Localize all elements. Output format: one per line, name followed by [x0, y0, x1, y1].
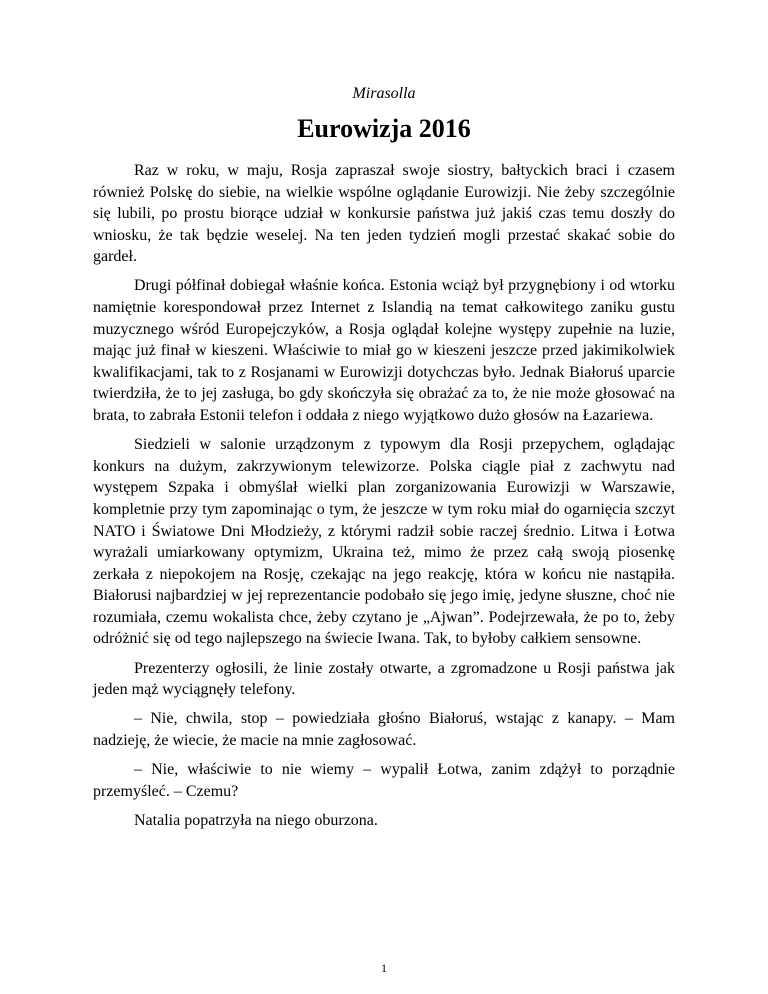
- paragraph: Prezenterzy ogłosili, że linie zostały otwarte, a zgromadzone u Rosji państwa jak jeden mąż wyciągnęły telefony.: [93, 659, 675, 699]
- paragraph: – Nie, właściwie to nie wiemy – wypalił Łotwa, zanim zdążył to porządnie przemyśleć. – Czemu?: [93, 760, 675, 800]
- paragraph: Raz w roku, w maju, Rosja zapraszał swoje siostry, bałtyckich braci i czasem również Polskę do siebie, na wielkie wspólne oglądanie Eurowizji. Nie żeby szczególnie się lubili, po prostu biorące udział w konkursie państwa już jakiś czas temu doszły do wniosku, że tak będzie weselej. Na ten jeden tydzień mogli przestać skakać sobie do gardeł.: [93, 162, 675, 266]
- paragraph: Drugi półfinał dobiegał właśnie końca. Estonia wciąż był przygnębiony i od wtorku namiętnie korespondował przez Internet z Islandią na temat całkowitego zaniku gustu muzycznego wśród Europejczyków, a Rosja oglądał kolejne występy zupełnie na luzie, mając już finał w kieszeni. Właściwie to miał go w kieszeni jeszcze przed jakimikolwiek kwalifikacjami, tak to z Rosjanami w Eurowizji dotychczas było. Jednak Białoruś uparcie twierdziła, że to jej zasługa, bo gdy skończyła się obrażać za to, że nie może głosować na brata, to zabrała Estonii telefon i oddała z niego wyjątkowo dużo głosów na Łazariewa.: [93, 277, 675, 425]
- document-title: Eurowizja 2016: [297, 114, 471, 143]
- body-text: [93, 160, 675, 839]
- author-name: Mirasolla: [352, 85, 416, 102]
- paragraph: Siedzieli w salonie urządzonym z typowym dla Rosji przepychem, oglądając konkurs na dużym, zakrzywionym telewizorze. Polska ciągle piał z zachwytu nad występem Szpaka i obmyślał wielki plan zorganizowania Eurowizji w Warszawie, kompletnie przy tym zapominając o tym, że jeszcze w tym roku miał do ogarnięcia szczyt NATO i Światowe Dni Młodzieży, z którymi radził sobie raczej średnio. Litwa i Łotwa wyrażali umiarkowany optymizm, Ukraina też, mimo że przez całą swoją piosenkę zerkała z niepokojem na Rosję, czekając na jego reakcję, która w końcu nie nastąpiła. Białorusi najbardziej w jej reprezentancie podobało się jego imię, jedyne słuszne, choć nie rozumiała, czemu wokalista chce, żeby czytano je „Ajwan”. Podejrzewała, że po to, żeby odróżnić się od tego najlepszego na świecie Iwana. Tak, to byłoby całkiem sensowne.: [93, 436, 675, 648]
- page-number: 1: [381, 961, 387, 975]
- paragraph: – Nie, chwila, stop – powiedziała głośno Białoruś, wstając z kanapy. – Mam nadzieję, że wiecie, że macie na mnie zagłosować.: [93, 710, 675, 749]
- paragraph: Natalia popatrzyła na niego oburzona.: [134, 811, 378, 829]
